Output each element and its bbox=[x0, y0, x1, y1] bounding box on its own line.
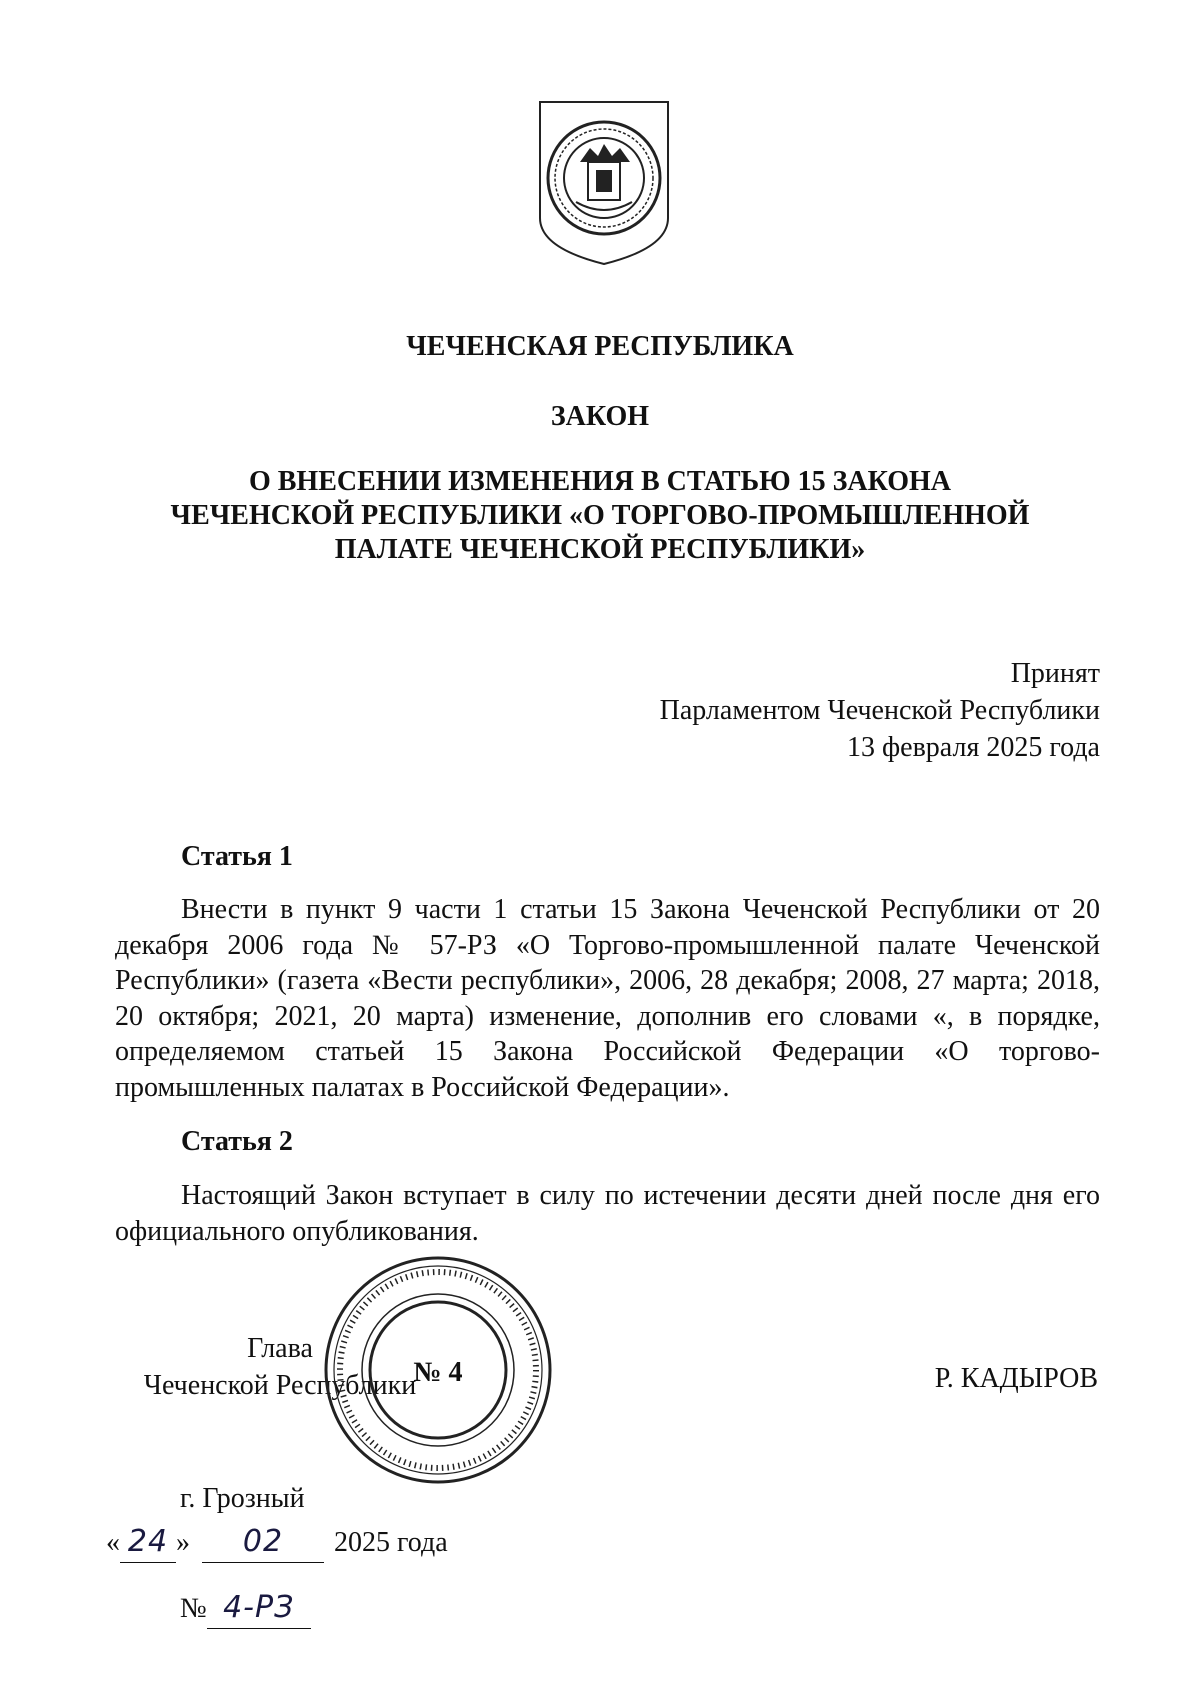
adopted-by: Парламентом Чеченской Республики bbox=[659, 695, 1100, 726]
law-title-line: О ВНЕСЕНИИ ИЗМЕНЕНИЯ В СТАТЬЮ 15 ЗАКОНА bbox=[248, 466, 952, 497]
adopted-date: 13 февраля 2025 года bbox=[847, 732, 1100, 763]
date-close-quote: » bbox=[176, 1527, 190, 1558]
adoption-block bbox=[660, 655, 1100, 766]
signatory-title: Глава bbox=[247, 1333, 313, 1364]
article-2-text: Настоящий Закон вступает в силу по истечении десяти дней после дня его официального опубликования. bbox=[115, 1180, 1100, 1247]
law-title-line: ЧЕЧЕНСКОЙ РЕСПУБЛИКИ «О ТОРГОВО-ПРОМЫШЛЕННОЙ bbox=[170, 500, 1030, 531]
date-open-quote: « bbox=[106, 1527, 120, 1558]
law-number bbox=[180, 1588, 311, 1629]
date-year: 2025 года bbox=[334, 1527, 448, 1558]
article-1-text: Внести в пункт 9 части 1 статьи 15 Закона Чеченской Республики от 20 декабря 2006 года № 57-РЗ «О Торгово-промышленной палате Чеченской Республики» (газета «Вести республики», 2006, 28 декабря; 2008, 27 марта; 2018, 20 октября; 2021, 20 марта) изменение, дополнив его словами «, в порядке, определяемом статьей 15 Закона Российской Федерации «О торгово-промышленных палатах в Российской Федерации». bbox=[115, 894, 1100, 1103]
article-1-title: Статья 1 bbox=[181, 841, 293, 872]
signing-date bbox=[106, 1522, 448, 1563]
signatory-title-republic: Чеченской Республики bbox=[143, 1370, 417, 1401]
date-day-handwritten: 24 bbox=[120, 1522, 176, 1563]
number-sign: № bbox=[180, 1593, 207, 1624]
law-title bbox=[0, 465, 1200, 567]
adopted-label: Принят bbox=[1010, 658, 1100, 689]
seal-number: № 4 bbox=[413, 1357, 463, 1388]
coat-of-arms-emblem bbox=[536, 98, 672, 268]
law-title-line: ПАЛАТЕ ЧЕЧЕНСКОЙ РЕСПУБЛИКИ» bbox=[334, 534, 866, 565]
law-number-handwritten: 4-РЗ bbox=[207, 1588, 311, 1629]
document-type-heading: ЗАКОН bbox=[550, 401, 650, 432]
date-month-handwritten: 02 bbox=[202, 1522, 324, 1563]
article-2-title: Статья 2 bbox=[181, 1126, 293, 1157]
republic-heading: ЧЕЧЕНСКАЯ РЕСПУБЛИКА bbox=[406, 331, 794, 362]
signatory-name: Р. КАДЫРОВ bbox=[934, 1363, 1098, 1394]
official-seal-stamp bbox=[318, 1250, 558, 1490]
signing-place: г. Грозный bbox=[180, 1483, 305, 1514]
